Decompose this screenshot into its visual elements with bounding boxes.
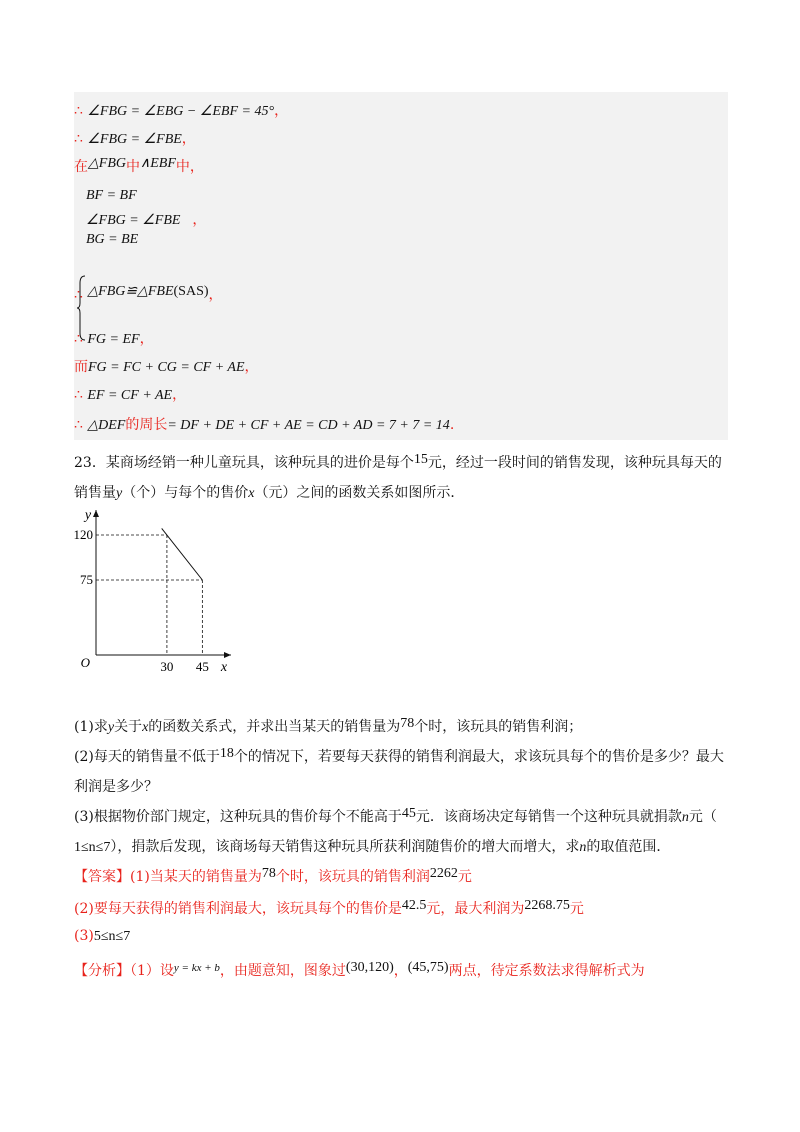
answer-line-2: (2)要每天获得的销售利润最大，该玩具每个的售价是42.5元，最大利润为2268.75元 xyxy=(74,898,584,917)
question-intro-line-2: 销售量y（个）与每个的售价x（元）之间的函数关系如图所示． xyxy=(74,485,465,501)
question-part-3-line-2: 1≤n≤7），捐款后发现，该商场每天销售这种玩具所获利润随售价的增大而增大，求n的取值范围． xyxy=(74,839,671,855)
proof-line-6: ∴ FG = EF， xyxy=(74,331,154,347)
analysis-label: 【分析】 xyxy=(74,963,130,979)
origin-label: O xyxy=(80,655,90,670)
x-tick-label: 45 xyxy=(195,659,209,674)
x-axis-arrow xyxy=(224,652,231,658)
series-line xyxy=(162,528,203,580)
question-part-1: (1)求y关于x的函数关系式，并求出当某天的销售量为78个时，该玩具的销售利润； xyxy=(74,716,583,735)
system-eq-3: BG = BE xyxy=(86,232,139,247)
y-axis-arrow xyxy=(93,510,99,517)
proof-line-7: 而FG = FC + CG = CF + AE， xyxy=(74,359,259,375)
analysis-line: 【分析】（1）设$^{y = kx + b}$，由题意知，图象过(30,120)，(45,75)两点，待定系数法求得解析式为 xyxy=(74,960,645,979)
y-tick-label: 120 xyxy=(74,527,93,542)
y-tick-label: 75 xyxy=(80,572,93,587)
question-part-3-line-1: (3)根据物价部门规定，这种玩具的售价每个不能高于45元．该商场决定每销售一个这种玩具就捐款n元（ xyxy=(74,806,717,825)
proof-line-1: ∴ ∠FBG = ∠EBG − ∠EBF = 45°， xyxy=(74,103,289,119)
function-graph xyxy=(74,505,234,685)
proof-line-8: ∴ EF = CF + AE， xyxy=(74,387,187,403)
proof-line-3: 在△FBG中∧EBF中， xyxy=(74,156,204,175)
question-part-2-line-1: (2)每天的销售量不低于18个的情况下，若要每天获得的销售利润最大，求该玩具每个的售价是多少？最大 xyxy=(74,746,724,765)
answer-line-3: (3)5≤n≤7 xyxy=(74,928,131,944)
x-tick-label: 30 xyxy=(160,659,174,674)
y-axis-label: y xyxy=(84,508,92,523)
answer-line-1: 【答案】(1)当某天的销售量为78个时，该玩具的销售利润2262元 xyxy=(74,866,472,885)
x-axis-label: x xyxy=(220,660,228,675)
graph-axes xyxy=(93,510,231,658)
proof-line-9: ∴ △DEF的周长= DF + DE + CF + AE = CD + AD = 7 + 7 = 14. xyxy=(74,417,455,433)
question-intro-line-1: 23．某商场经销一种儿童玩具，该种玩具的进价是每个15元，经过一段时间的销售发现，该种玩具每天的 xyxy=(74,452,722,471)
proof-line-2: ∴ ∠FBG = ∠FBE， xyxy=(74,131,196,147)
question-part-2-line-2: 利润是多少？ xyxy=(74,779,158,795)
system-eq-2: ∠FBG = ∠FBE ， xyxy=(86,212,207,228)
answer-label: 【答案】 xyxy=(74,869,130,885)
graph-series xyxy=(162,528,203,580)
graph-labels xyxy=(74,508,228,675)
graph-guides xyxy=(96,535,202,655)
proof-line-5: ∴ △FBG≌△FBE(SAS)， xyxy=(74,284,223,303)
proof-block xyxy=(74,92,728,440)
system-eq-1: BF = BF xyxy=(86,188,137,203)
